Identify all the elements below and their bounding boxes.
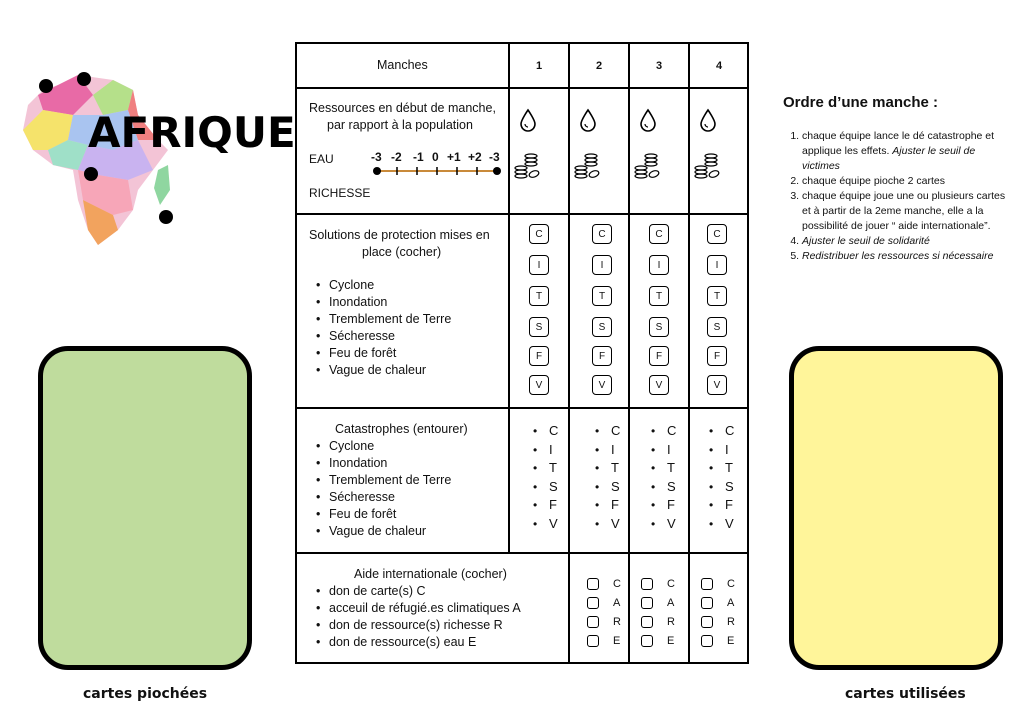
- list-item: • don de ressource(s) richesse R: [329, 617, 589, 634]
- protection-title-1: Solutions de protection mises en: [309, 228, 490, 242]
- protection-title-2: place (cocher): [362, 245, 442, 259]
- protection-box-r3-s[interactable]: S: [649, 317, 669, 337]
- aid-checkbox[interactable]: R: [587, 613, 635, 632]
- aid-checkbox[interactable]: A: [587, 594, 635, 613]
- catastrophe-column-round-4: [709, 422, 749, 534]
- aid-checkbox[interactable]: A: [641, 594, 689, 613]
- aid-checkbox[interactable]: R: [641, 613, 689, 632]
- protection-box-r3-t[interactable]: T: [649, 286, 669, 306]
- catastrophe-column-round-3: [651, 422, 691, 534]
- game-sheet-table: Manches 1 2 3 4 Ressources en début de manche, par rapport à la population EAU RICHESSE -3 -2 -1 0 +1 +2 -3 Solutions de protection mises en place (cocher) • Cyclone • Inondation • Tremblement de Terre • Sécheresse • Feu de forêt • Vague de chaleur C I T S F V C I T S F V C I T S F V C I T S F V Catastrophes (entourer) • Cyclone • Inondation • Tremblement de Terre • Sécheresse • Feu de forêt • Vague de chaleur • C • I • T • S • F • V • C • I • T • S • F • V • C • I • T • S • F • V • C • I • T • S • F • V Aide internationale (cocher) • don de carte(s) C • acceuil de réfugié.es climatiques A • don de ressource(s) richesse R • don de ressource(s) eau E C A R E C A R E C A R E: [295, 42, 749, 664]
- resources-title-1: Ressources en début de manche,: [309, 101, 496, 115]
- aid-checkbox[interactable]: C: [701, 575, 749, 594]
- aid-checkbox[interactable]: C: [587, 575, 635, 594]
- protection-box-r3-f[interactable]: F: [649, 346, 669, 366]
- catastrophe-option[interactable]: • F: [709, 496, 749, 515]
- wealth-label: RICHESSE: [309, 186, 371, 200]
- catastrophe-option[interactable]: • I: [533, 441, 573, 460]
- catastrophe-option[interactable]: • C: [651, 422, 691, 441]
- aid-checkbox[interactable]: A: [701, 594, 749, 613]
- catastrophe-option[interactable]: • I: [651, 441, 691, 460]
- catastrophe-column-round-2: [595, 422, 635, 534]
- list-item: • Sécheresse: [329, 489, 519, 506]
- scale-line: [373, 166, 501, 176]
- catastrophe-option[interactable]: • C: [595, 422, 635, 441]
- catastrophe-option[interactable]: • V: [651, 515, 691, 534]
- catastrophe-option[interactable]: • I: [595, 441, 635, 460]
- protection-box-r3-c[interactable]: C: [649, 224, 669, 244]
- catastrophes-list: [309, 438, 519, 540]
- aid-checkbox[interactable]: C: [641, 575, 689, 594]
- page-title: AFRIQUE: [88, 108, 296, 157]
- catastrophe-option[interactable]: • V: [709, 515, 749, 534]
- protection-box-r2-i[interactable]: I: [592, 255, 612, 275]
- order-step-1: 1. chaque équipe lance le dé catastrophe et applique les effets. Ajuster le seuil de victimes: [802, 129, 1012, 174]
- coins-icon: [573, 152, 601, 180]
- aid-checkbox[interactable]: E: [701, 632, 749, 651]
- protection-box-r1-s[interactable]: S: [529, 317, 549, 337]
- list-item: • Feu de forêt: [329, 506, 519, 523]
- protection-box-r4-s[interactable]: S: [707, 317, 727, 337]
- list-item: • Inondation: [329, 455, 519, 472]
- list-item: • acceuil de réfugié.es climatiques A: [329, 600, 589, 617]
- aid-checkbox[interactable]: E: [641, 632, 689, 651]
- catastrophe-option[interactable]: • F: [651, 496, 691, 515]
- protection-box-r2-f[interactable]: F: [592, 346, 612, 366]
- protection-box-r1-i[interactable]: I: [529, 255, 549, 275]
- order-step-3: 3. chaque équipe joue une ou plusieurs cartes et à partir de la 2eme manche, elle a la possibilité de jouer “ aide internationale”.: [802, 189, 1012, 234]
- aid-checkbox[interactable]: E: [587, 632, 635, 651]
- catastrophe-option[interactable]: • S: [651, 478, 691, 497]
- catastrophe-option[interactable]: • V: [595, 515, 635, 534]
- list-item: • Feu de forêt: [329, 345, 519, 362]
- protection-box-r3-i[interactable]: I: [649, 255, 669, 275]
- resources-title-2: par rapport à la population: [327, 118, 473, 132]
- list-item: • Sécheresse: [329, 328, 519, 345]
- catastrophe-option[interactable]: • T: [533, 459, 573, 478]
- protection-box-r1-v[interactable]: V: [529, 375, 549, 395]
- catastrophe-option[interactable]: • C: [709, 422, 749, 441]
- list-item: • Cyclone: [329, 277, 519, 294]
- aid-title: Aide internationale (cocher): [354, 567, 507, 581]
- list-item: • Inondation: [329, 294, 519, 311]
- list-item: • Cyclone: [329, 438, 519, 455]
- water-drop-icon: [579, 108, 597, 132]
- protection-box-r1-t[interactable]: T: [529, 286, 549, 306]
- round-3-header: 3: [655, 60, 663, 72]
- header-label: Manches: [377, 58, 428, 72]
- protection-box-r1-f[interactable]: F: [529, 346, 549, 366]
- protection-box-r4-v[interactable]: V: [707, 375, 727, 395]
- catastrophe-option[interactable]: • S: [709, 478, 749, 497]
- coins-icon: [693, 152, 721, 180]
- catastrophe-option[interactable]: • S: [533, 478, 573, 497]
- order-step-2: 2. chaque équipe pioche 2 cartes: [802, 174, 1012, 189]
- order-step-5: 5. Redistribuer les ressources si nécessaire: [802, 249, 1012, 264]
- catastrophes-title: Catastrophes (entourer): [335, 422, 468, 436]
- catastrophe-option[interactable]: • F: [533, 496, 573, 515]
- used-cards-caption: cartes utilisées: [845, 686, 966, 702]
- list-item: • don de carte(s) C: [329, 583, 589, 600]
- protection-box-r4-t[interactable]: T: [707, 286, 727, 306]
- round-2-header: 2: [595, 60, 603, 72]
- catastrophe-option[interactable]: • I: [709, 441, 749, 460]
- protection-box-r2-c[interactable]: C: [592, 224, 612, 244]
- catastrophe-option[interactable]: • T: [651, 459, 691, 478]
- aid-column-round-3: [641, 575, 689, 651]
- catastrophe-option[interactable]: • T: [595, 459, 635, 478]
- catastrophe-option[interactable]: • V: [533, 515, 573, 534]
- list-item: • Tremblement de Terre: [329, 311, 519, 328]
- protection-box-r1-c[interactable]: C: [529, 224, 549, 244]
- protection-box-r2-v[interactable]: V: [592, 375, 612, 395]
- protection-box-r4-f[interactable]: F: [707, 346, 727, 366]
- protection-list: [309, 277, 519, 379]
- round-4-header: 4: [715, 60, 723, 72]
- aid-checkbox[interactable]: R: [701, 613, 749, 632]
- used-cards-zone[interactable]: [789, 346, 1003, 670]
- water-drop-icon: [519, 108, 537, 132]
- africa-map: [18, 70, 188, 255]
- list-item: • don de ressource(s) eau E: [329, 634, 589, 651]
- protection-box-r2-t[interactable]: T: [592, 286, 612, 306]
- catastrophe-option[interactable]: • S: [595, 478, 635, 497]
- protection-box-r2-s[interactable]: S: [592, 317, 612, 337]
- catastrophe-column-round-1: [533, 422, 573, 534]
- round-1-header: 1: [535, 60, 543, 72]
- catastrophe-option[interactable]: • C: [533, 422, 573, 441]
- drawn-cards-zone[interactable]: [38, 346, 252, 670]
- coins-icon: [633, 152, 661, 180]
- list-item: • Vague de chaleur: [329, 523, 519, 540]
- catastrophe-option[interactable]: • T: [709, 459, 749, 478]
- protection-box-r3-v[interactable]: V: [649, 375, 669, 395]
- list-item: • Tremblement de Terre: [329, 472, 519, 489]
- coins-icon: [513, 152, 541, 180]
- order-step-4: 4. Ajuster le seuil de solidarité: [802, 234, 1012, 249]
- protection-box-r4-i[interactable]: I: [707, 255, 727, 275]
- aid-column-round-4: [701, 575, 749, 651]
- water-label: EAU: [309, 152, 334, 166]
- catastrophe-option[interactable]: • F: [595, 496, 635, 515]
- order-title: Ordre d’une manche :: [783, 94, 939, 111]
- aid-list: [309, 583, 589, 651]
- drawn-cards-caption: cartes piochées: [83, 686, 208, 702]
- protection-box-r4-c[interactable]: C: [707, 224, 727, 244]
- aid-column-round-2: [587, 575, 635, 651]
- list-item: • Vague de chaleur: [329, 362, 519, 379]
- water-drop-icon: [639, 108, 657, 132]
- water-drop-icon: [699, 108, 717, 132]
- order-steps: [790, 129, 1012, 264]
